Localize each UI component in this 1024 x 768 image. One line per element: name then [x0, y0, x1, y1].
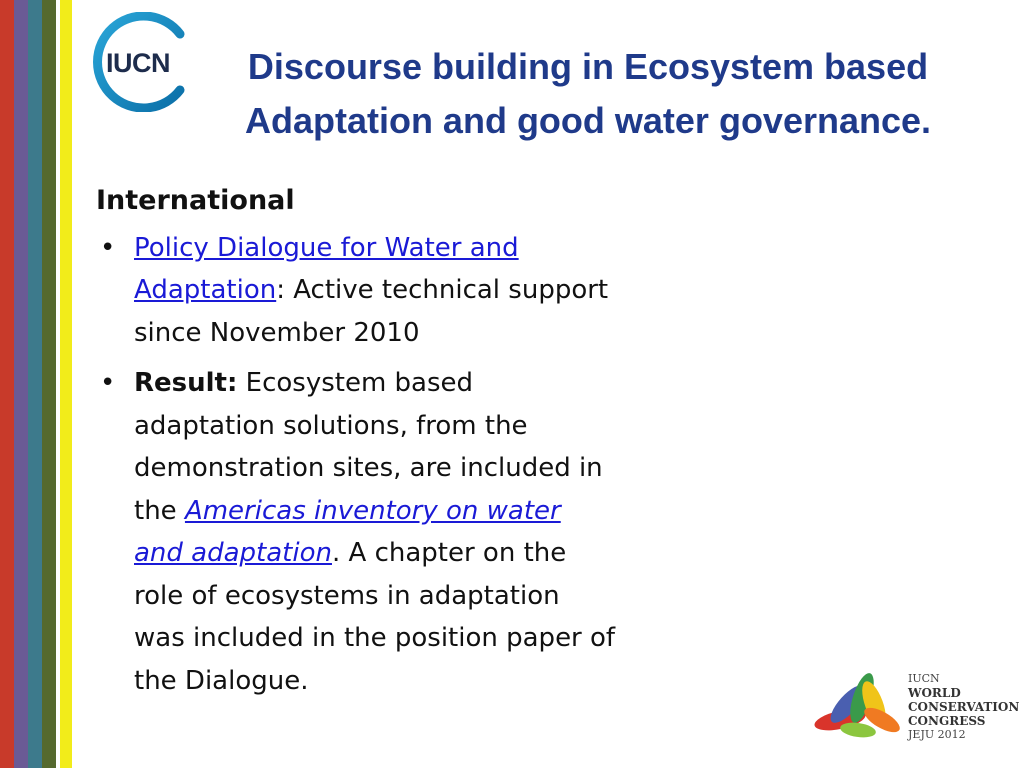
olive-bar — [42, 0, 56, 768]
slide-body — [96, 180, 616, 710]
bullet-icon: • — [100, 232, 116, 263]
bullet-2-text-before: Ecosystem based adaptation solutions, from the demonstration sites, are included in the — [134, 368, 603, 526]
congress-line-5: JEJU 2012 — [908, 728, 966, 741]
slide-title-line-2: Adaptation and good water governance. — [244, 100, 932, 141]
section-heading: International — [96, 185, 295, 216]
iucn-logo-text: IUCN — [106, 48, 170, 78]
bullet-item-result — [96, 362, 616, 702]
slide-title — [178, 40, 998, 148]
red-bar — [0, 0, 14, 768]
bullet-icon: • — [100, 368, 116, 398]
yellow-bar — [60, 0, 72, 768]
bullet-list — [96, 227, 616, 703]
congress-line-3: CONSERVATION — [908, 700, 1020, 714]
side-color-bars — [0, 0, 72, 768]
bullet-2-text-after: . A chapter on the role of ecosystems in adaptation was included in the position paper of the Dialogue. — [134, 538, 616, 696]
congress-flower-icon — [812, 664, 904, 754]
congress-line-1: IUCN — [908, 672, 940, 685]
slide-title-line-1: Discourse building in Ecosystem based — [247, 46, 929, 87]
congress-line-2: WORLD — [908, 686, 961, 700]
policy-dialogue-link[interactable]: Policy Dialogue for Water and Adaptation — [134, 232, 519, 305]
congress-logo-text — [908, 672, 1019, 742]
americas-inventory-link[interactable]: Americas inventory on water and adaptation — [134, 495, 561, 568]
bullet-1-text: : Active technical support since November 2010 — [134, 275, 609, 348]
congress-line-4: CONGRESS — [908, 714, 986, 728]
bullet-item-policy-dialogue — [96, 227, 616, 355]
teal-bar — [28, 0, 42, 768]
result-label: Result: — [134, 368, 238, 398]
world-conservation-congress-logo — [812, 664, 1020, 754]
purple-bar — [14, 0, 28, 768]
